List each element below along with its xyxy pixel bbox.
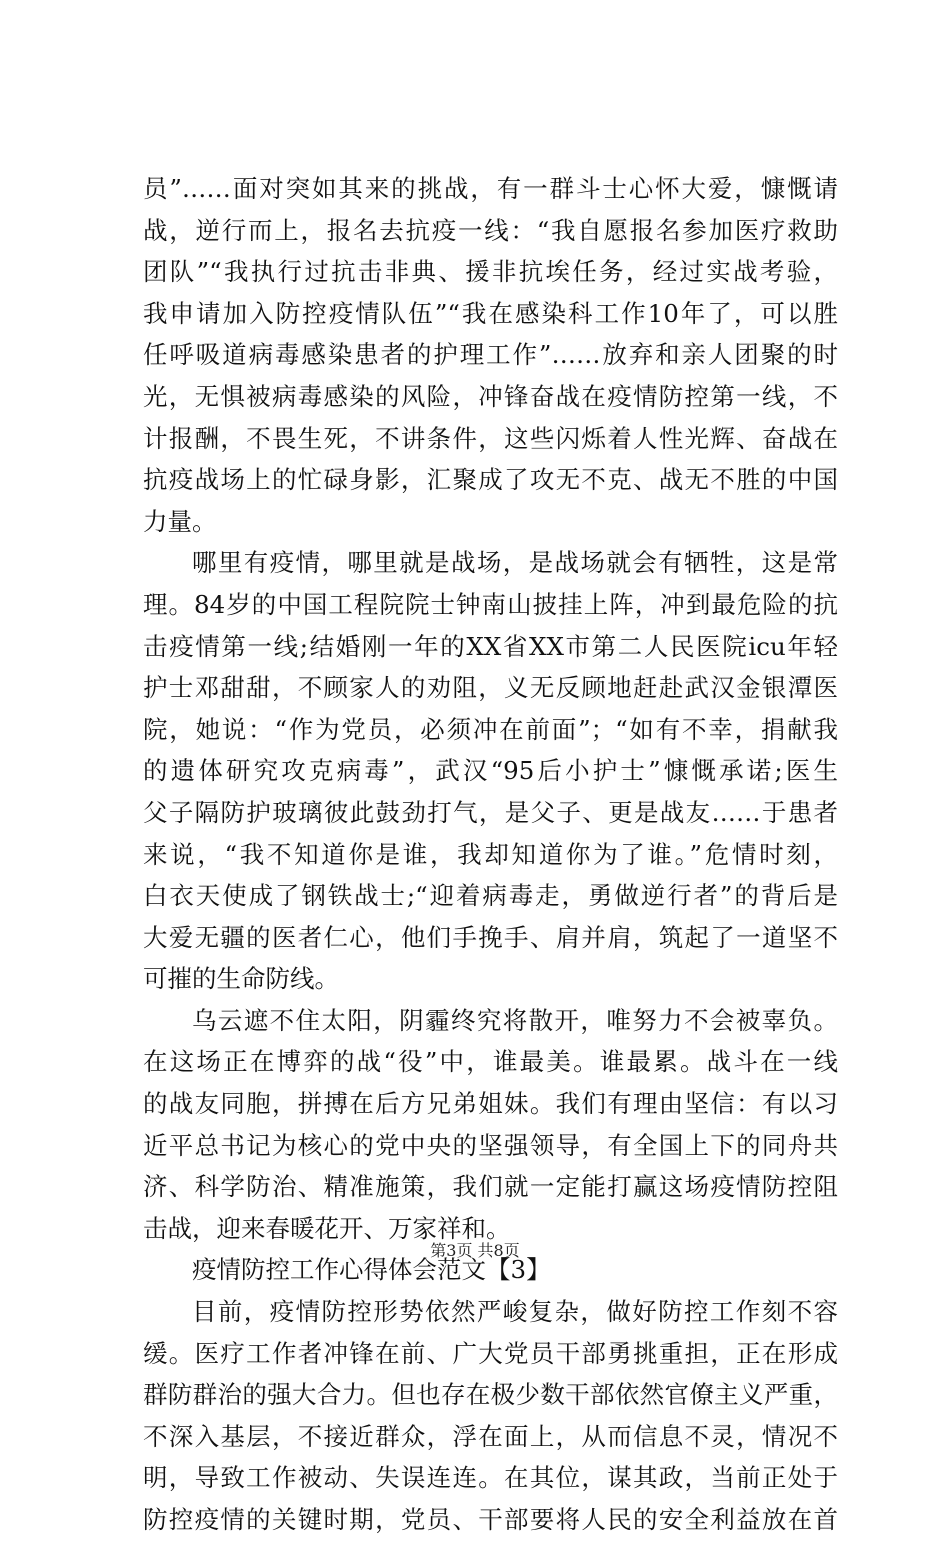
text-line: 来说，“我不知道你是谁，我却知道你为了谁。”危情时刻， <box>143 839 838 869</box>
text-line: 明，导致工作被动、失误连连。在其位，谋其政，当前正处于 <box>143 1463 838 1493</box>
text-line: 疫情防控工作心得体会范文【3】 <box>192 1255 551 1285</box>
paragraph <box>143 542 838 1000</box>
text-line: 击战，迎来春暖花开、万家祥和。 <box>143 1213 511 1243</box>
text-line: 乌云遮不住太阳，阴霾终究将散开，唯努力不会被辜负。 <box>192 1005 838 1035</box>
text-line: 护士邓甜甜，不顾家人的劝阻，义无反顾地赶赴武汉金银潭医 <box>143 673 838 703</box>
text-line: 可摧的生命防线。 <box>143 964 339 994</box>
text-line: 团队”“我执行过抗击非典、援非抗埃任务，经过实战考验， <box>143 257 838 287</box>
text-line: 战，逆行而上，报名去抗疫一线：“我自愿报名参加医疗救助 <box>143 215 838 245</box>
text-line: 院，她说：“作为党员，必须冲在前面”；“如有不幸，捐献我 <box>143 714 838 744</box>
text-line: 哪里有疫情，哪里就是战场，是战场就会有牺牲，这是常 <box>192 548 838 578</box>
text-line: 济、科学防治、精准施策，我们就一定能打赢这场疫情防控阻 <box>143 1172 838 1202</box>
document-body <box>143 168 838 1541</box>
text-line: 的遗体研究攻克病毒”，武汉“95后小护士”慷慨承诺;医生 <box>143 756 838 786</box>
text-line: 在这场正在博弈的战“役”中，谁最美。谁最累。战斗在一线 <box>143 1047 838 1077</box>
text-line: 员”……面对突如其来的挑战，有一群斗士心怀大爱，慷慨请 <box>143 174 838 203</box>
text-line: 抗疫战场上的忙碌身影，汇聚成了攻无不克、战无不胜的中国 <box>143 465 838 495</box>
text-line: 缓。医疗工作者冲锋在前、广大党员干部勇挑重担，正在形成 <box>143 1338 838 1368</box>
text-line: 目前，疫情防控形势依然严峻复杂，做好防控工作刻不容 <box>192 1297 838 1327</box>
paragraph <box>143 1291 838 1541</box>
paragraph <box>143 1000 838 1250</box>
text-line: 近平总书记为核心的党中央的坚强领导，有全国上下的同舟共 <box>143 1130 838 1160</box>
text-line: 理。84岁的中国工程院院士钟南山披挂上阵，冲到最危险的抗 <box>143 589 838 619</box>
text-line: 不深入基层，不接近群众，浮在面上，从而信息不灵，情况不 <box>143 1421 838 1451</box>
text-line: 防控疫情的关键时期，党员、干部要将人民的安全利益放在首 <box>143 1505 838 1534</box>
text-line: 群防群治的强大合力。但也存在极少数干部依然官僚主义严重， <box>143 1380 838 1410</box>
text-line: 计报酬，不畏生死，不讲条件，这些闪烁着人性光辉、奋战在 <box>143 423 838 453</box>
text-line: 白衣天使成了钢铁战士;“迎着病毒走，勇做逆行者”的背后是 <box>143 881 838 911</box>
text-line: 我申请加入防控疫情队伍”“我在感染科工作10年了，可以胜 <box>143 298 838 328</box>
page-footer: 第3页 共8页 <box>430 1241 520 1260</box>
text-line: 力量。 <box>143 506 217 536</box>
text-line: 光，无惧被病毒感染的风险，冲锋奋战在疫情防控第一线，不 <box>143 381 838 411</box>
text-line: 的战友同胞，拼搏在后方兄弟姐妹。我们有理由坚信：有以习 <box>143 1089 838 1119</box>
text-line: 击疫情第一线;结婚刚一年的XX省XX市第二人民医院icu年轻 <box>143 631 838 661</box>
text-line: 大爱无疆的医者仁心，他们手挽手、肩并肩，筑起了一道坚不 <box>143 922 838 952</box>
text-line: 父子隔防护玻璃彼此鼓劲打气，是父子、更是战友……于患者 <box>143 797 838 827</box>
text-line: 任呼吸道病毒感染患者的护理工作”……放弃和亲人团聚的时 <box>143 340 838 370</box>
paragraph <box>143 168 838 542</box>
